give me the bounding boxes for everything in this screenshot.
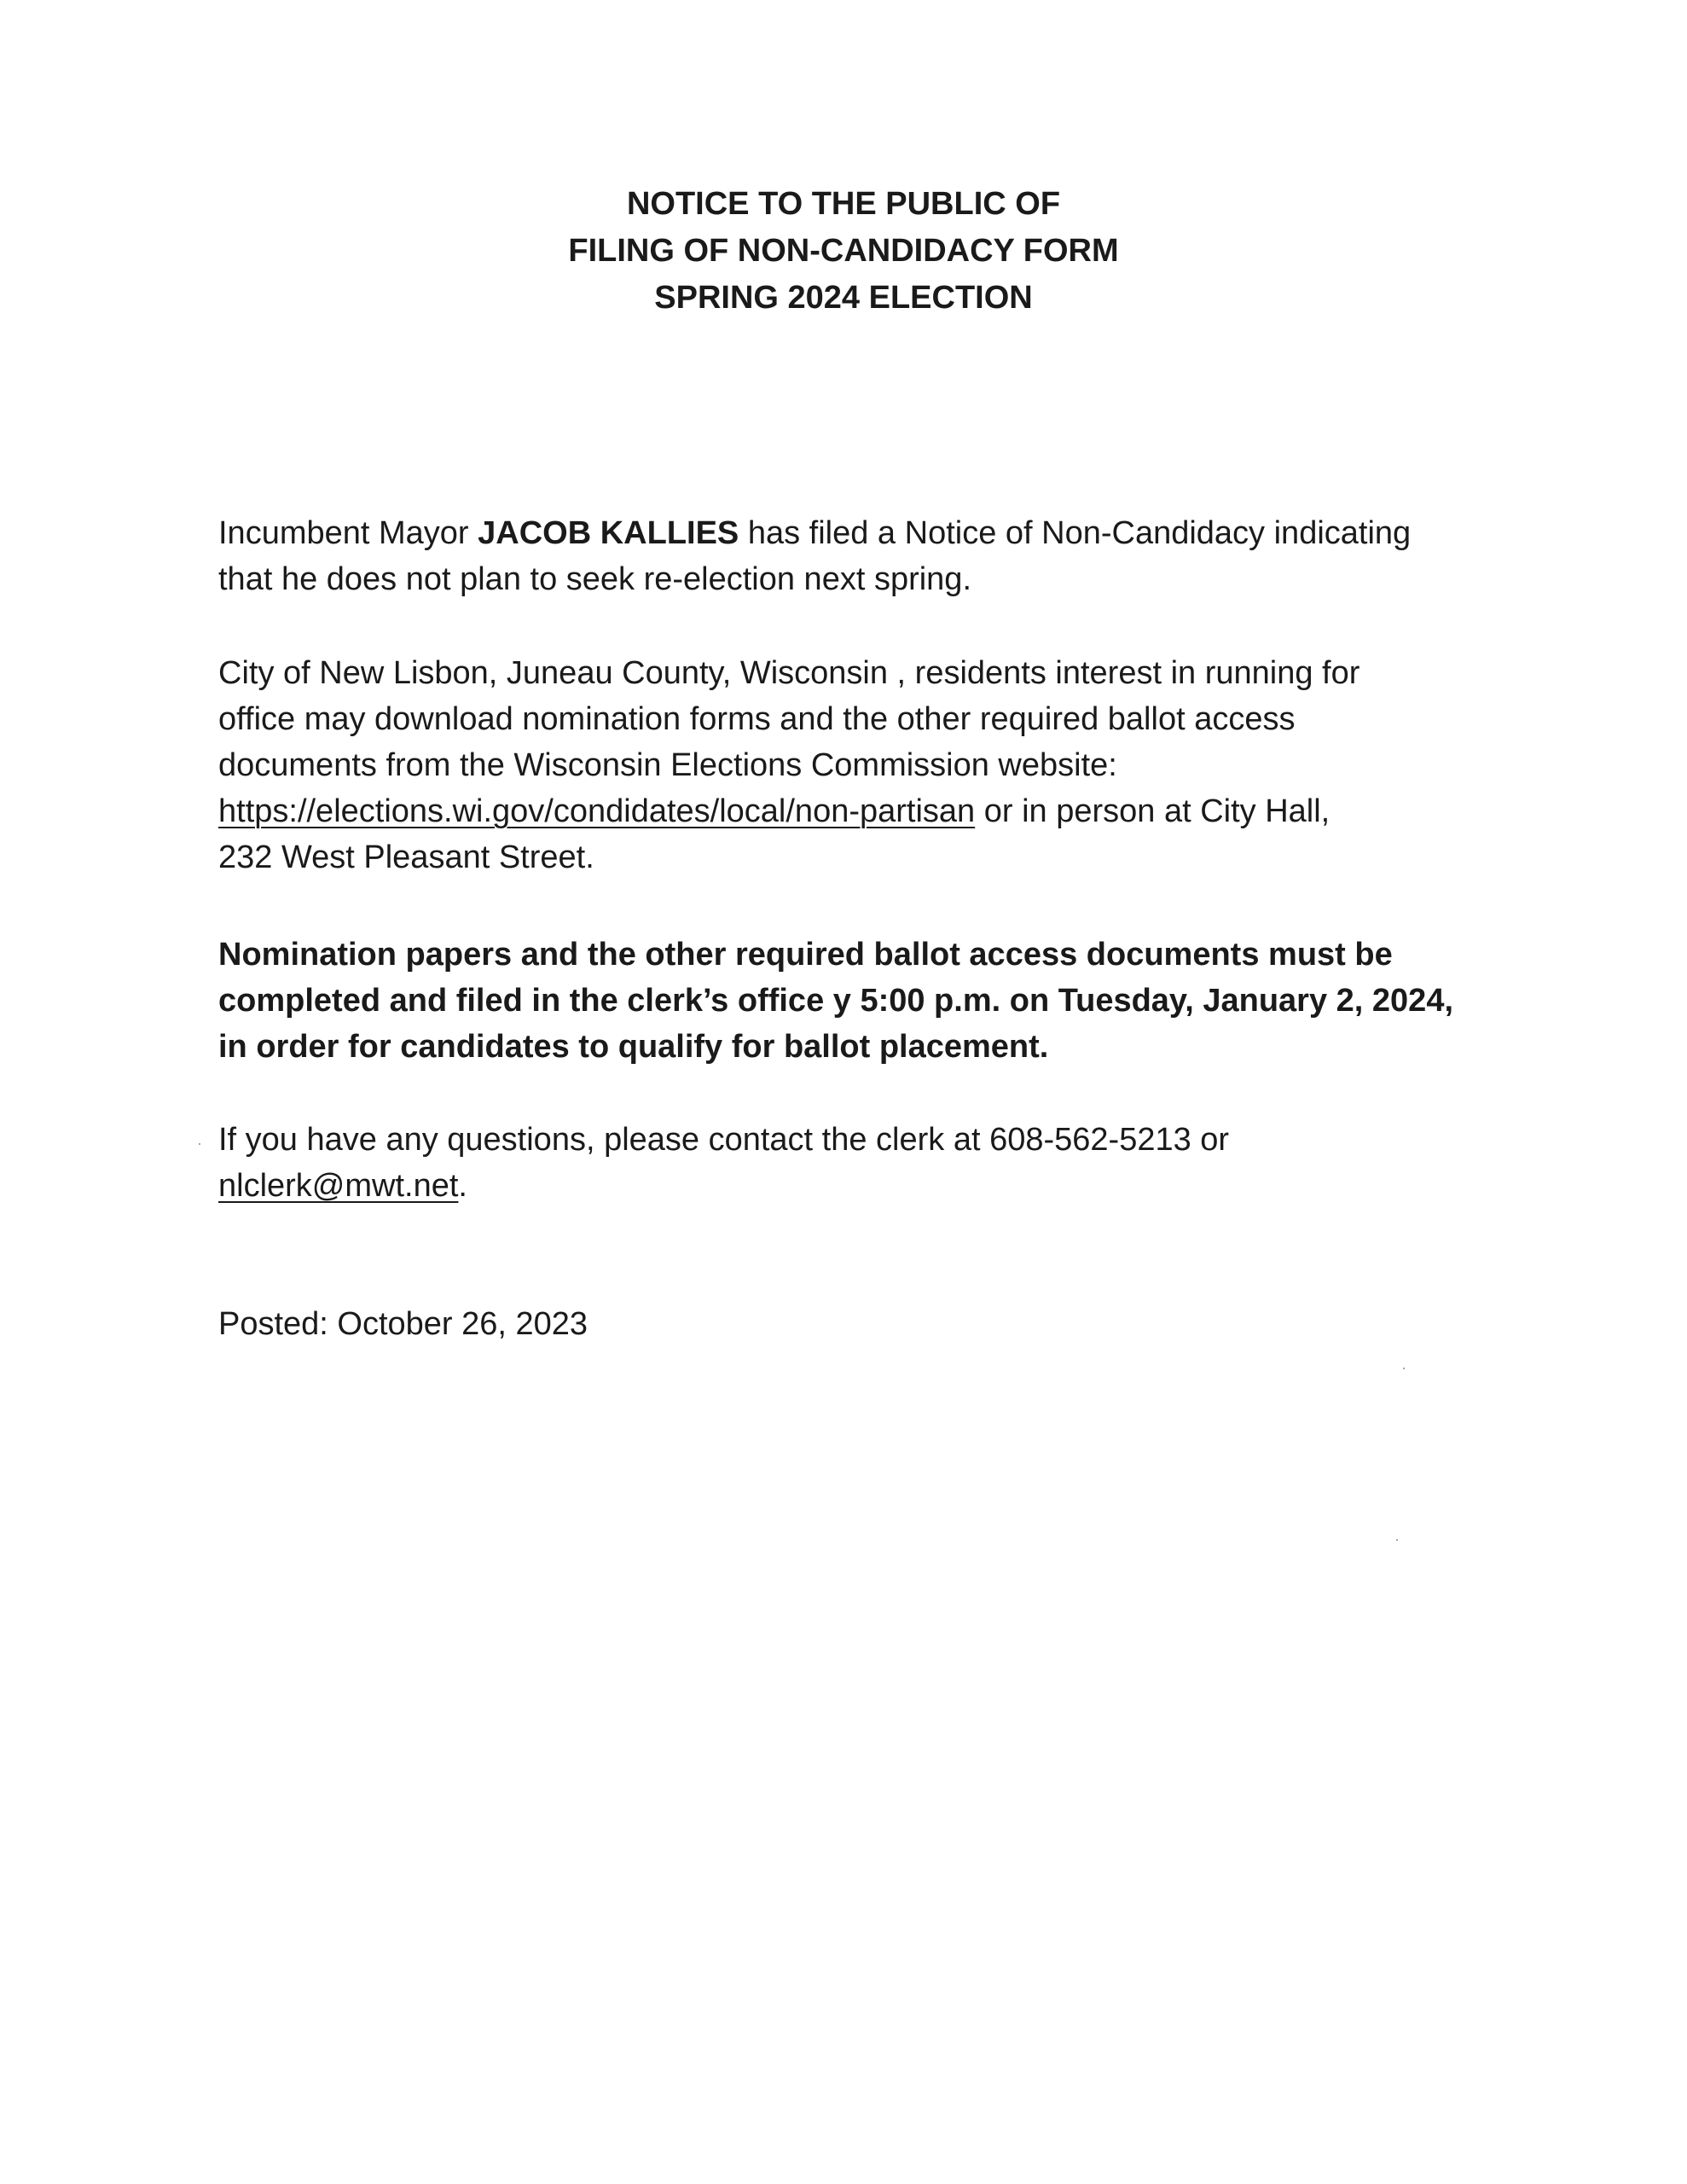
contact-email-suffix: .: [458, 1168, 467, 1204]
incumbent-line-1: [218, 510, 1532, 556]
contact-paragraph: [218, 1117, 1532, 1209]
incumbent-paragraph: [218, 510, 1532, 602]
scan-speck: [199, 1143, 200, 1145]
residents-line-2: office may download nomination forms and the other required ballot access: [218, 701, 1296, 737]
posted-date: Posted: October 26, 2023: [218, 1306, 588, 1342]
residents-line-4: [218, 788, 1532, 834]
notice-heading: [0, 181, 1687, 322]
incumbent-suffix: has filed a Notice of Non-Candidacy indicating: [739, 515, 1412, 551]
residents-paragraph: [218, 650, 1532, 880]
residents-line-1: City of New Lisbon, Juneau County, Wisconsin , residents interest in running for: [218, 655, 1360, 691]
residents-line-4-suffix: or in person at City Hall,: [975, 793, 1330, 829]
mayor-name: JACOB KALLIES: [478, 515, 739, 551]
scan-speck: [1396, 1539, 1398, 1541]
deadline-line-3: in order for candidates to qualify for ballot placement.: [218, 1029, 1049, 1065]
contact-line-2: [218, 1163, 1532, 1209]
heading-line-3: SPRING 2024 ELECTION: [654, 280, 1033, 316]
contact-line-1: If you have any questions, please contact the clerk at 608-562-5213 or: [218, 1122, 1230, 1158]
heading-line-2: FILING OF NON-CANDIDACY FORM: [568, 233, 1119, 269]
scan-speck: [1403, 1368, 1405, 1369]
heading-line-1: NOTICE TO THE PUBLIC OF: [626, 186, 1061, 222]
incumbent-line-2: that he does not plan to seek re-election next spring.: [218, 561, 971, 597]
deadline-line-2: completed and filed in the clerk’s office y 5:00 p.m. on Tuesday, January 2, 2024,: [218, 983, 1454, 1019]
residents-line-3: documents from the Wisconsin Elections Commission website:: [218, 747, 1117, 783]
deadline-paragraph: [218, 932, 1532, 1070]
clerk-email-link[interactable]: nlclerk@mwt.net: [218, 1168, 459, 1204]
incumbent-prefix: Incumbent Mayor: [218, 515, 478, 551]
residents-line-5: 232 West Pleasant Street.: [218, 839, 594, 875]
elections-website-link[interactable]: https://elections.wi.gov/condidates/local/non-partisan: [218, 793, 976, 829]
deadline-line-1: Nomination papers and the other required ballot access documents must be: [218, 937, 1393, 973]
